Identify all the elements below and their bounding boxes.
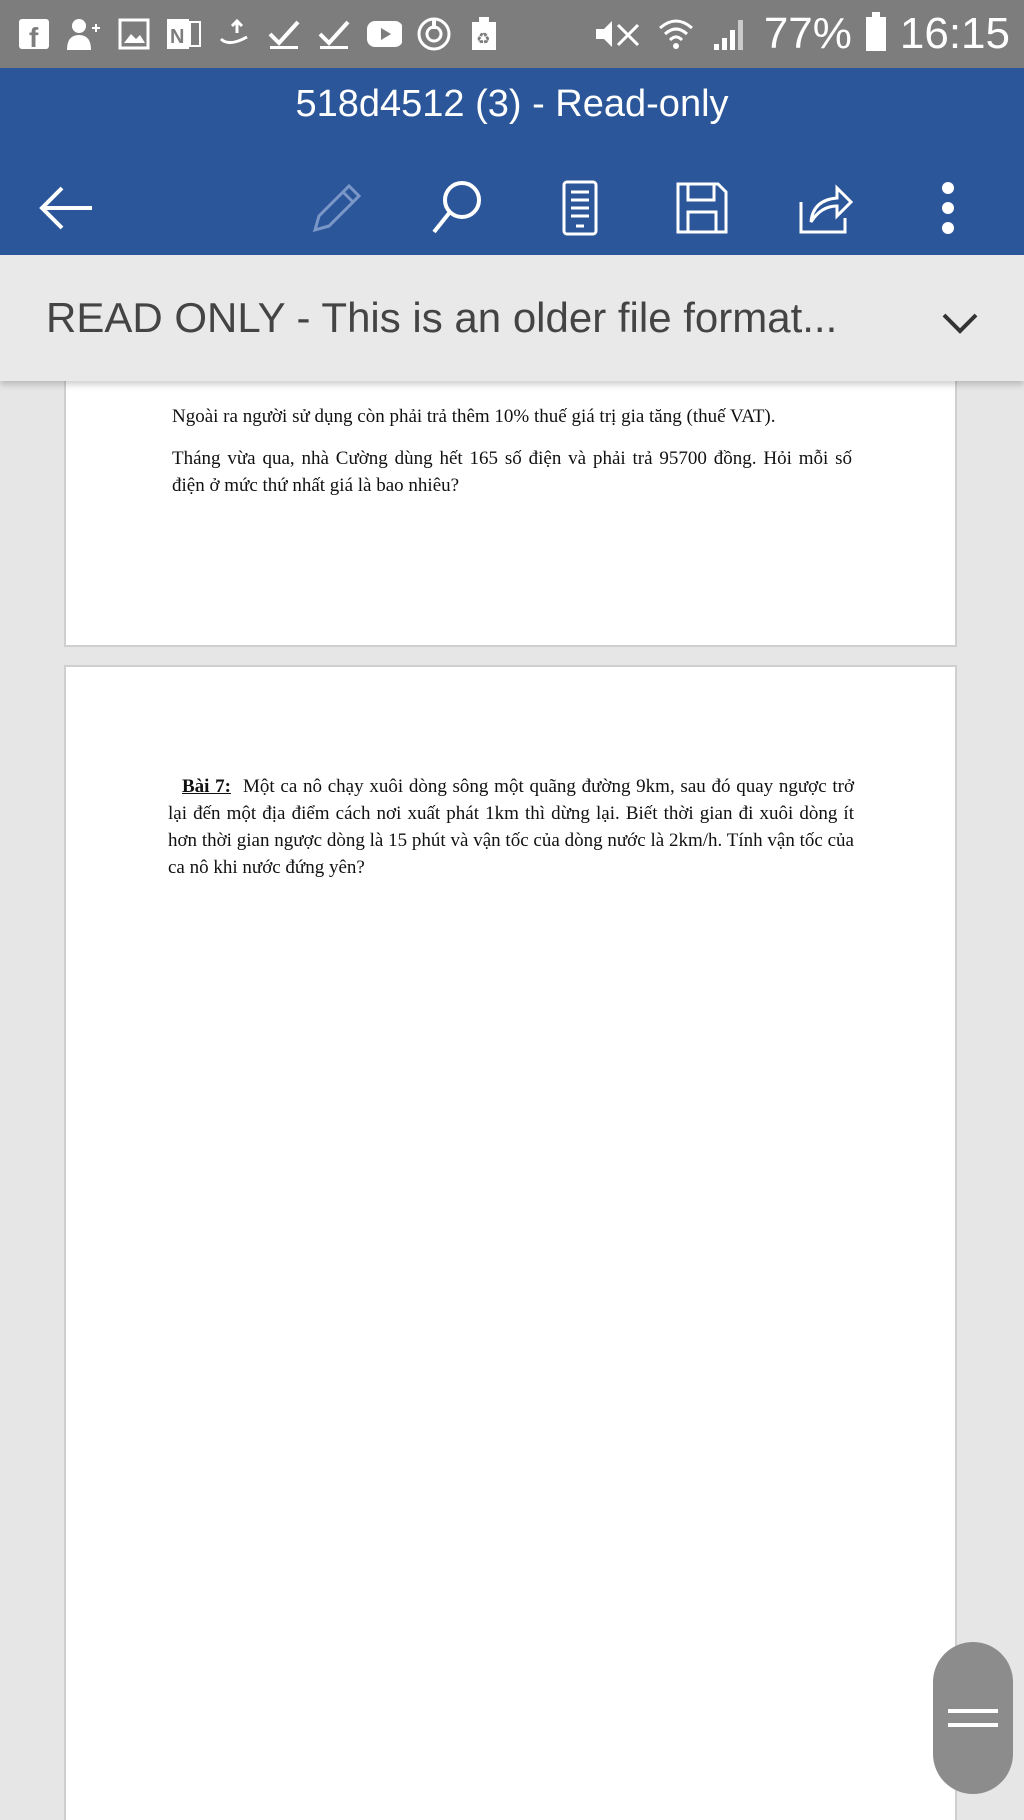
more-options-button[interactable]	[908, 168, 988, 248]
recycle-icon	[466, 16, 502, 52]
check-icon	[316, 16, 352, 52]
document-canvas[interactable]	[0, 381, 1024, 1820]
share-button[interactable]	[785, 168, 865, 248]
status-bar	[0, 0, 1024, 68]
paragraph: Tháng vừa qua, nhà Cường dùng hết 165 số điện và phải trả 95700 đồng. Hỏi mỗi số điện ở mức thứ nhất giá là bao nhiêu?	[172, 448, 852, 496]
mobile-view-icon	[558, 178, 602, 238]
notification-icons	[16, 14, 502, 54]
battery-percent: 77%	[763, 9, 852, 58]
pencil-icon	[305, 178, 365, 238]
download-icon	[216, 16, 252, 52]
clock: 16:15	[899, 9, 1010, 58]
svg-text:♻: ♻	[476, 29, 491, 48]
back-button[interactable]	[26, 168, 106, 248]
gallery-icon	[116, 16, 152, 52]
onenote-icon	[166, 16, 202, 52]
chevron-down-icon	[940, 311, 980, 335]
wifi-icon	[656, 16, 696, 52]
save-button[interactable]	[662, 168, 742, 248]
read-only-banner[interactable]	[0, 255, 1024, 381]
sync-icon	[416, 16, 452, 52]
system-indicators	[592, 8, 1010, 60]
exercise-text: Một ca nô chạy xuôi dòng sông một quãng đường 9km, sau đó quay ngược trở lại đến một địa điểm cách nơi xuất phát 1km thì dừng lại. Biết thời gian đi xuôi dòng ít hơn thời gian ngược dòng là 15 phút và vận tốc của dòng nước là 2km/h. Tính vận tốc của ca nô khi nước đứng yên?	[168, 776, 855, 878]
paragraph: Ngoài ra người sử dụng còn phải trả thêm 10% thuế giá trị gia tăng (thuế VAT).	[172, 406, 776, 427]
share-icon	[795, 178, 855, 238]
search-icon	[428, 178, 488, 238]
app-title-bar	[0, 68, 1024, 255]
add-contact-icon	[66, 16, 102, 52]
youtube-icon	[366, 16, 402, 52]
mute-icon	[592, 16, 642, 52]
document-page	[64, 381, 957, 647]
document-page	[64, 665, 957, 1820]
back-arrow-icon	[36, 183, 96, 233]
svg-text:f: f	[29, 22, 39, 50]
exercise-label: Bài 7:	[182, 776, 232, 797]
document-title: 518d4512 (3) - Read-only	[295, 83, 729, 125]
expand-banner-button[interactable]	[930, 293, 990, 353]
mobile-view-button[interactable]	[540, 168, 620, 248]
search-button[interactable]	[418, 168, 498, 248]
scroll-handle[interactable]	[933, 1642, 1013, 1794]
exercise-paragraph	[168, 773, 854, 881]
more-vertical-icon	[938, 178, 958, 238]
save-icon	[672, 178, 732, 238]
check-icon	[266, 16, 302, 52]
toolbar	[0, 168, 1024, 248]
drag-handle-icon	[948, 1703, 998, 1733]
banner-message: READ ONLY - This is an older file format...	[46, 294, 838, 341]
battery-icon	[866, 17, 886, 51]
signal-icon	[710, 16, 750, 52]
edit-button[interactable]	[295, 168, 375, 248]
svg-text:N: N	[170, 26, 185, 48]
facebook-icon	[16, 16, 52, 52]
